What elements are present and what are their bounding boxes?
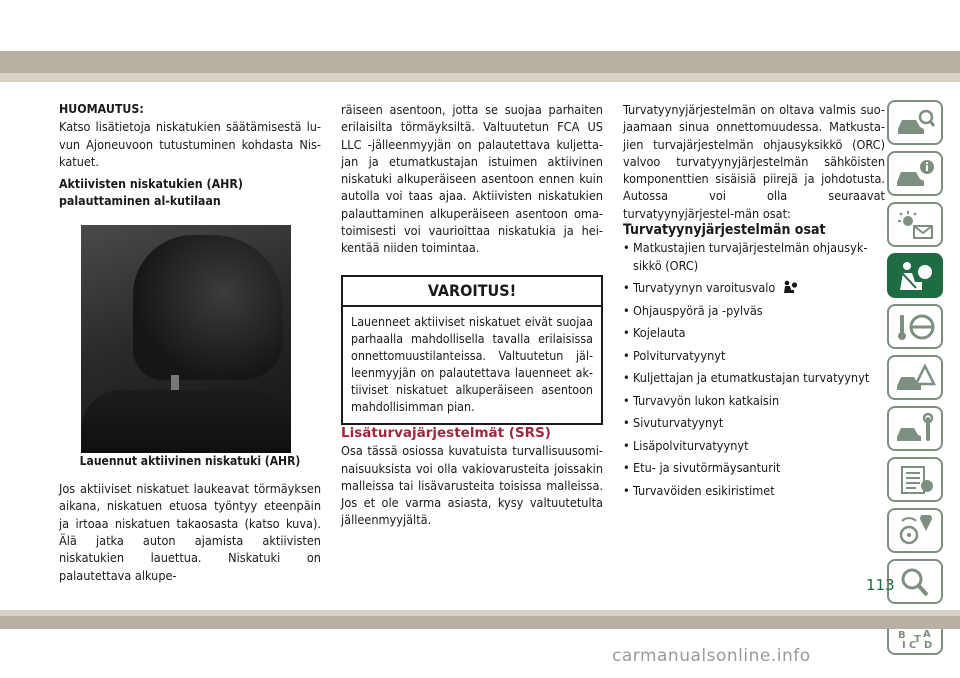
- warning-text: Lauenneet aktiiviset niskatuet eivät suojaa parhaalla mahdollisella tavalla erilaisissa onnettomuustilanteissa. Valtuutetun jäl-leenmyyjän on palautettava lauenneet ak-tiiviset niskatuet alkuperäiseen asentoon mahdollisimman pian.: [351, 313, 593, 414]
- airbag-components-list: [623, 239, 885, 498]
- car-magnifier-icon: [894, 107, 936, 139]
- media-navigation-icon: [894, 515, 936, 547]
- list-item: • Kuljettajan ja etumatkustajan turvatyynyt: [623, 369, 885, 386]
- airbag-subheading: Turvatyynyjärjestelmän osat: [623, 222, 826, 239]
- car-wrench-icon: [894, 413, 936, 445]
- column-2: [341, 101, 603, 529]
- seat-back: [81, 390, 291, 453]
- tab-search[interactable]: [887, 559, 943, 604]
- list-item: • Turvavöiden esikiristimet: [623, 482, 885, 499]
- warning-box: [341, 275, 603, 425]
- svg-text:D: D: [924, 639, 933, 650]
- column-3: [623, 101, 885, 504]
- svg-text:B: B: [898, 629, 906, 641]
- svg-text:C: C: [909, 639, 917, 650]
- headrest-photo: [81, 225, 291, 453]
- srs-heading: Lisäturvajärjestelmät (SRS): [341, 424, 551, 441]
- note-title: HUOMAUTUS:: [59, 102, 144, 116]
- top-band: [0, 51, 960, 82]
- svg-text:A: A: [923, 628, 931, 640]
- list-item: • Turvavyön lukon katkaisin: [623, 392, 885, 409]
- tab-multimedia[interactable]: [887, 508, 943, 553]
- svg-text:I: I: [902, 639, 906, 650]
- srs-text: Osa tässä osiossa kuvatuista turvallisuusomi-naisuuksista voi olla vakiovarusteita joissakin malleissa tai lisävarusteita toisissa malleissa. Jos et ole varma asiasta, kysy valtuutetulta jälleenmyyjältä.: [341, 443, 603, 528]
- warning-light-envelope-icon: [894, 209, 936, 241]
- airbag-intro: Turvatyynyjärjestelmän on oltava valmis suo-jaamaan sinua onnettomuudessa. Matkusta-jien turvajärjestelmän ohjausyksikkö (ORC) valvoo turvatyynyjärjestelmän sähköisten komponenttien sisäisiä piirejä ja johdotusta. Autossa voi olla seuraavat turvatyynyjärjestel-män osat:: [623, 102, 885, 221]
- chapter-tabs: [887, 100, 943, 661]
- tab-service[interactable]: [887, 406, 943, 451]
- tab-car-info[interactable]: [887, 151, 943, 196]
- tab-specifications[interactable]: [887, 457, 943, 502]
- ahr-heading: Aktiivisten niskatukien (AHR) palauttaminen al-kutilaan: [59, 177, 243, 209]
- column-1: [59, 101, 321, 584]
- airbag-warning-light-icon: [782, 280, 798, 294]
- list-item: • Etu- ja sivutörmäysanturit: [623, 459, 885, 476]
- tab-warning-lights[interactable]: [887, 202, 943, 247]
- photo-caption: Lauennut aktiivinen niskatuki (AHR): [79, 453, 301, 468]
- tab-car-magnifier[interactable]: [887, 100, 943, 145]
- list-item: • Polviturvatyynyt: [623, 347, 885, 364]
- list-item: • Kojelauta: [623, 324, 885, 341]
- page-number: 113: [866, 576, 895, 594]
- headrest-shape: [133, 235, 283, 380]
- tab-safety[interactable]: [887, 253, 943, 298]
- list-item: • Lisäpolviturvatyynyt: [623, 437, 885, 454]
- watermark: carmanualsonline.info: [612, 646, 811, 666]
- tab-starting[interactable]: [887, 304, 943, 349]
- svg-text:T: T: [914, 633, 921, 645]
- car-hazard-icon: [894, 362, 936, 394]
- car-info-icon: [894, 158, 936, 190]
- airbag-seatbelt-icon: [894, 260, 936, 292]
- checklist-icon: [894, 464, 936, 496]
- bottom-band: [0, 610, 960, 629]
- warning-title: VAROITUS!: [343, 277, 601, 307]
- key-steering-wheel-icon: [894, 311, 936, 343]
- list-item: • Turvatyynyn varoitusvalo: [623, 279, 885, 296]
- tab-emergency[interactable]: [887, 355, 943, 400]
- list-item: • Sivuturvatyynyt: [623, 414, 885, 431]
- magnifier-icon: [894, 566, 936, 598]
- note-text: Katso lisätietoja niskatukien säätämisestä lu-vun Ajoneuvoon tutustuminen kohdasta Nis-katuet.: [59, 119, 321, 169]
- ahr-paragraph: Jos aktiiviset niskatuet laukeavat törmäyksen aikana, niskatuen etuosa työntyy eteenpäin ja irtoaa niskatuen takaosasta (katso kuva). Älä jatka auton ajamista aktiivisten niskatukien lauettua. Niskatuki on palautettava alkupe-: [59, 481, 321, 583]
- list-item: • Matkustajien turvajärjestelmän ohjausyk-sikkö (ORC): [623, 239, 885, 274]
- list-item: • Ohjauspyörä ja -pylväs: [623, 302, 885, 319]
- ahr-paragraph-cont: räiseen asentoon, jotta se suojaa parhaiten erilaisilta törmäyksiltä. Valtuutetun FCA US LLC -jälleenmyyjän on palautettava kuljetta-jan ja etumatkustajan istuimen aktiivinen niskatuki alkuperäiseen asentoon ennen kuin autolla voi taas ajaa. Aktiivisten niskatukien palauttaminen alkuperäiseen asentoon oma-toimisesti voi vaurioittaa niskatukia ja hei-kentää niiden toimintaa.: [341, 102, 603, 256]
